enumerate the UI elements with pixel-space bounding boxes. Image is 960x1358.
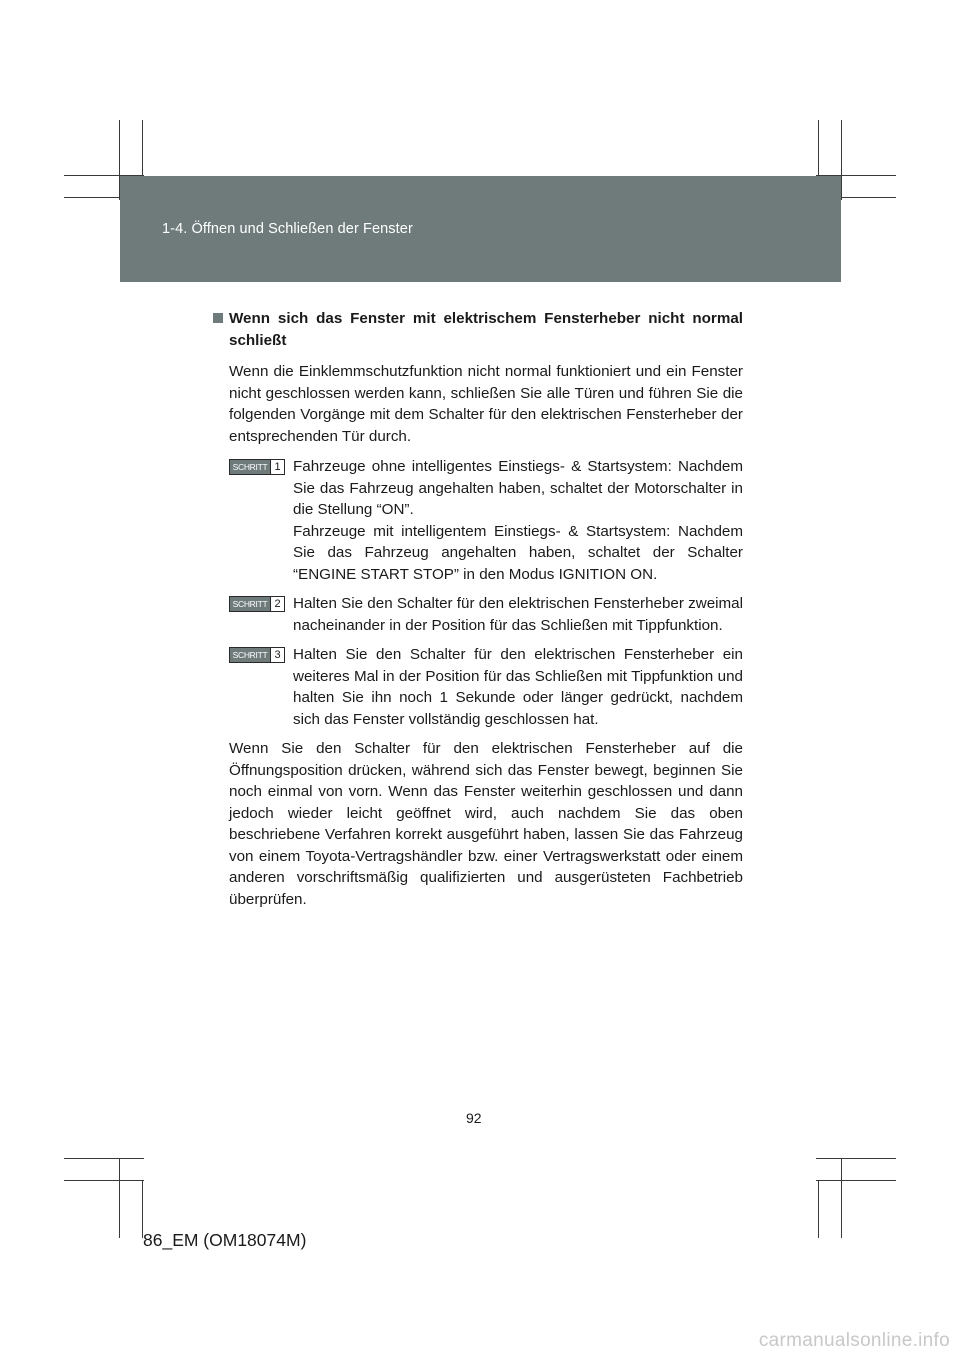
intro-paragraph: Wenn die Einklemmschutzfunktion nicht normal funktioniert und ein Fenster nicht geschlossen werden kann, schließen Sie alle Türen und führen Sie die folgenden Vorgänge mit dem Schalter für den elektrischen Fensterheber der entsprechenden Tür durch. <box>229 363 743 445</box>
heading-text: Wenn sich das Fenster mit elektrischem Fensterheber nicht normal schließt <box>229 310 743 349</box>
step-badge-label: SCHRITT <box>230 648 270 662</box>
step-body <box>293 593 743 636</box>
step-3 <box>229 644 743 730</box>
crop-mark <box>119 1158 120 1238</box>
step-badge <box>229 596 285 612</box>
step-badge-number: 2 <box>270 597 284 611</box>
crop-mark <box>818 1180 819 1238</box>
crop-mark <box>816 1158 896 1159</box>
page-number: 92 <box>466 1110 482 1126</box>
step-badge-number: 3 <box>270 648 284 662</box>
watermark: carmanualsonline.info <box>758 1330 950 1351</box>
step-line: Halten Sie den Schalter für den elektrischen Fensterheber zweimal nacheinander in der Position für das Schließen mit Tippfunktion. <box>293 595 743 634</box>
document-code: 86_EM (OM18074M) <box>143 1230 307 1250</box>
crop-mark <box>841 1158 842 1238</box>
step-body <box>293 456 743 585</box>
step-body <box>293 644 743 730</box>
crop-mark <box>841 120 842 200</box>
crop-mark <box>64 1180 144 1181</box>
closing-paragraph: Wenn Sie den Schalter für den elektrischen Fensterheber auf die Öffnungsposition drücken, während sich das Fenster bewegt, beginnen Sie noch einmal von vorn. Wenn das Fenster weiterhin geschlossen und dann jedoch wieder leicht geöffnet wird, auch nachdem Sie das oben beschriebene Verfahren korrekt ausgeführt haben, lassen Sie das Fahrzeug von einem Toyota-Vertragshändler bzw. einer Vertragswerkstatt oder einem anderen vorschriftsmäßig qualifizierten und ausgerüsteten Fachbetrieb überprüfen. <box>229 740 743 908</box>
square-bullet-icon <box>213 313 223 323</box>
step-line: Halten Sie den Schalter für den elektrischen Fensterheber ein weiteres Mal in der Position für das Schließen mit Tippfunktion und halten Sie ihn noch 1 Sekunde oder länger gedrückt, nachdem sich das Fenster vollständig geschlossen hat. <box>293 646 743 728</box>
crop-mark <box>816 1180 896 1181</box>
step-badge <box>229 647 285 663</box>
main-content <box>213 308 743 919</box>
section-header <box>120 176 841 282</box>
section-heading <box>213 308 743 351</box>
step-1 <box>229 456 743 585</box>
step-line: Fahrzeuge ohne intelligentes Einstiegs- & Startsystem: Nachdem Sie das Fahrzeug angehalten haben, schaltet der Motorschalter in die Stellung “ON”. <box>293 458 743 518</box>
step-badge-label: SCHRITT <box>230 460 270 474</box>
step-badge-label: SCHRITT <box>230 597 270 611</box>
section-title: 1-4. Öffnen und Schließen der Fenster <box>162 221 413 237</box>
step-line: Fahrzeuge mit intelligentem Einstiegs- & Startsystem: Nachdem Sie das Fahrzeug angehalten haben, schaltet der Schalter “ENGINE START STOP” in den Modus IGNITION ON. <box>293 522 743 583</box>
step-badge <box>229 459 285 475</box>
step-badge-number: 1 <box>270 460 284 474</box>
crop-mark <box>64 1158 144 1159</box>
step-2 <box>229 593 743 636</box>
